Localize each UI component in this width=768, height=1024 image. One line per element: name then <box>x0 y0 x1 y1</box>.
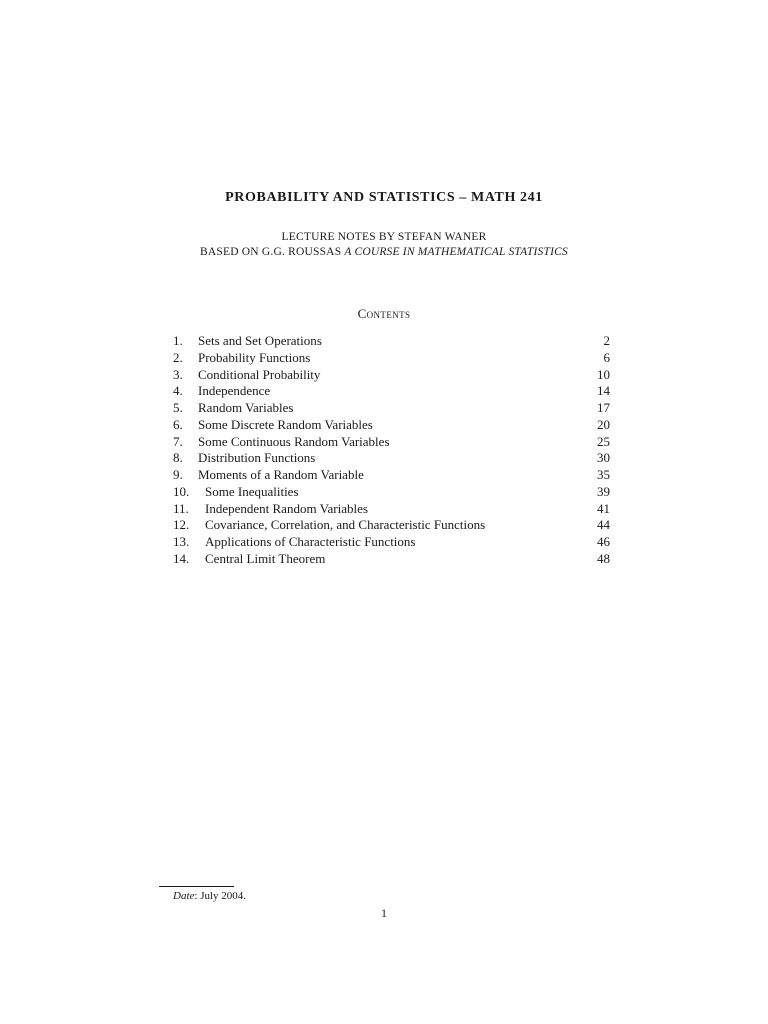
document-title: PROBABILITY AND STATISTICS – MATH 241 <box>225 190 543 205</box>
toc-entry-number: 2. <box>173 349 183 365</box>
toc-entry <box>173 501 610 518</box>
toc-entry <box>173 551 610 568</box>
toc-entry <box>173 434 610 451</box>
toc-entry-title: Independence <box>198 383 271 399</box>
toc-entry <box>173 517 610 534</box>
toc-entry-page: 48 <box>597 550 610 566</box>
toc-entry-number: 10. <box>173 483 190 499</box>
toc-entry <box>173 367 610 384</box>
toc-entry-number: 3. <box>173 366 183 382</box>
toc-entry-title: Some Continuous Random Variables <box>198 433 390 449</box>
toc-entry <box>173 484 610 501</box>
toc-entry-number: 9. <box>173 467 183 482</box>
toc-entry <box>173 467 610 484</box>
author-line: LECTURE NOTES BY STEFAN WANER <box>281 231 487 243</box>
toc-entry-page: 41 <box>597 500 610 516</box>
footnote-text: : July 2004. <box>194 890 247 902</box>
toc-entry-page: 30 <box>597 450 610 466</box>
toc-entry-number: 7. <box>173 433 183 449</box>
source-line <box>0 246 768 258</box>
contents-heading: Contents <box>357 306 411 321</box>
footnote <box>173 890 246 902</box>
toc-entry-number: 12. <box>173 517 190 533</box>
toc-entry-title: Central Limit Theorem <box>205 550 326 566</box>
toc-entry-title: Applications of Characteristic Functions <box>205 534 416 549</box>
toc-entry <box>173 383 610 400</box>
toc-entry-number: 13. <box>173 534 190 549</box>
source-line-prefix: BASED ON G.G. ROUSSAS <box>200 246 345 258</box>
footnote-label: Date <box>173 890 195 902</box>
toc-entry <box>173 534 610 551</box>
toc-entry-title: Conditional Probability <box>198 366 321 382</box>
toc-entry-page: 35 <box>597 467 610 482</box>
toc-entry-number: 14. <box>173 550 190 566</box>
source-book-title: A COURSE IN MATHEMATICAL STATISTICS <box>344 246 568 258</box>
toc-entry-page: 14 <box>597 383 610 399</box>
page-number: 1 <box>381 906 387 920</box>
toc-entry-number: 6. <box>173 416 183 432</box>
toc-entry-page: 6 <box>603 349 610 365</box>
toc-entry-title: Moments of a Random Variable <box>198 467 364 482</box>
toc-entry-title: Some Inequalities <box>205 483 299 499</box>
toc-entry-title: Random Variables <box>198 400 294 415</box>
toc-entry-title: Some Discrete Random Variables <box>198 416 373 432</box>
toc-entry <box>173 333 610 350</box>
toc-entry-title: Independent Random Variables <box>205 500 368 516</box>
toc-entry-title: Covariance, Correlation, and Characteristic Functions <box>205 517 486 533</box>
toc-entry-number: 1. <box>173 333 183 348</box>
table-of-contents <box>173 333 610 568</box>
toc-entry-number: 11. <box>173 500 189 516</box>
toc-entry-page: 10 <box>597 366 610 382</box>
toc-entry-number: 4. <box>173 383 183 399</box>
toc-entry-page: 25 <box>597 433 610 449</box>
toc-entry-page: 20 <box>597 416 610 432</box>
toc-entry-title: Distribution Functions <box>198 450 316 466</box>
toc-entry-page: 17 <box>597 400 610 415</box>
footnote-divider <box>159 886 234 887</box>
toc-entry <box>173 350 610 367</box>
toc-entry <box>173 450 610 467</box>
toc-entry-number: 5. <box>173 400 183 415</box>
toc-entry-page: 39 <box>597 483 610 499</box>
toc-entry <box>173 417 610 434</box>
toc-entry-title: Sets and Set Operations <box>198 333 322 348</box>
toc-entry-number: 8. <box>173 450 183 466</box>
toc-entry-page: 2 <box>603 333 610 348</box>
toc-entry-page: 44 <box>597 517 610 533</box>
toc-entry-title: Probability Functions <box>198 349 311 365</box>
toc-entry-page: 46 <box>597 534 610 549</box>
toc-entry <box>173 400 610 417</box>
